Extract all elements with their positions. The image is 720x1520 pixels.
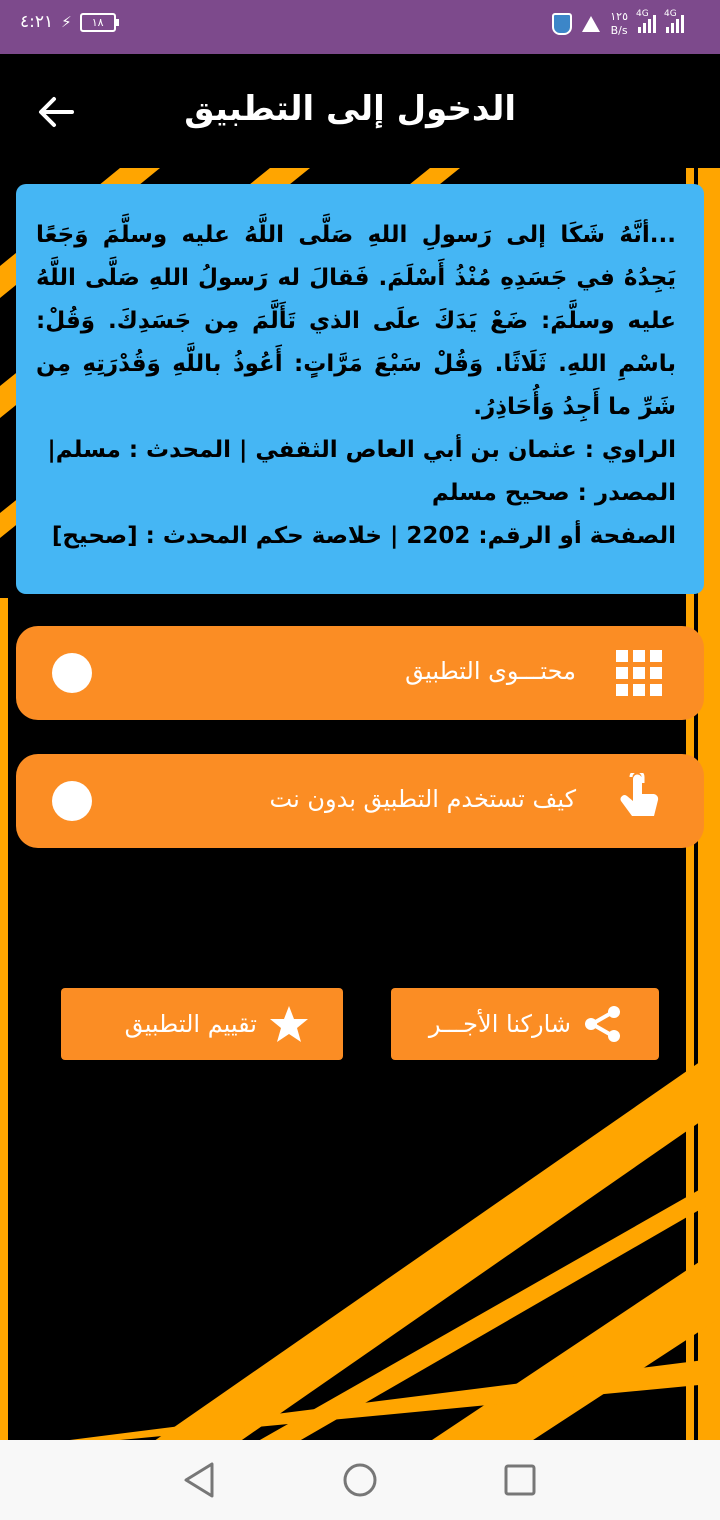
app-bar: [0, 54, 720, 168]
signal-icon: [636, 9, 656, 33]
rate-app-label: تقييم التطبيق: [124, 1010, 257, 1038]
offline-usage-label: كيف تستخدم التطبيق بدون نت: [269, 785, 576, 813]
arrow-back-icon: [36, 92, 76, 132]
touch-hand-icon: [616, 773, 662, 829]
grid-icon: [616, 650, 662, 696]
hadith-narrator: الراوي : عثمان بن أبي العاص الثقفي | المحدث : مسلم|: [47, 437, 676, 463]
system-nav-bar: [0, 1440, 720, 1520]
shield-icon: [552, 13, 572, 35]
star-icon: [269, 1004, 309, 1044]
signal-icon-2: [664, 9, 684, 33]
net-speed: [610, 10, 628, 38]
share-icon: [583, 1004, 623, 1044]
share-label: شاركنا الأجـــر: [428, 1010, 571, 1038]
indicator-dot: [52, 781, 92, 821]
offline-usage-button[interactable]: [16, 754, 704, 848]
nav-recents-icon[interactable]: [500, 1460, 540, 1500]
nav-back-icon[interactable]: [180, 1460, 220, 1500]
charging-icon: ⚡: [61, 13, 72, 31]
hadith-text: ...أنَّهُ شَكَا إلى رَسولِ اللهِ صَلَّى اللَّهُ عليه وسلَّمَ وَجَعًا يَجِدُهُ في جَسَدِهِ مُنْذُ أَسْلَمَ. فَقالَ له رَسولُ اللهِ صَلَّى اللَّهُ عليه وسلَّمَ: ضَعْ يَدَكَ علَى الذي تَأَلَّمَ مِن جَسَدِكَ. وَقُلْ: باسْمِ اللهِ. ثَلَاثًا. وَقُلْ سَبْعَ مَرَّاتٍ: أَعُوذُ باللَّهِ وَقُدْرَتِهِ مِن شَرِّ ما أَجِدُ وَأُحَاذِرُ.: [36, 222, 676, 420]
clock: ٤:٢١: [20, 12, 54, 32]
network-type-label: 4G: [636, 9, 649, 19]
network-type-label-2: 4G: [664, 9, 677, 19]
hadith-source: المصدر : صحيح مسلم: [431, 480, 676, 506]
net-speed-value: ١٢٥: [610, 10, 628, 23]
back-button[interactable]: [36, 92, 76, 132]
warning-icon: [582, 16, 600, 32]
status-right-group: [552, 10, 684, 38]
hadith-card: [16, 184, 704, 594]
page-title: الدخول إلى التطبيق: [184, 89, 516, 129]
app-content-label: محتـــوى التطبيق: [405, 657, 576, 685]
nav-home-icon[interactable]: [340, 1460, 380, 1500]
share-button[interactable]: [391, 988, 659, 1060]
battery-icon: ١٨: [80, 13, 116, 32]
status-left-group: [20, 12, 116, 32]
hadith-reference: الصفحة أو الرقم: 2202 | خلاصة حكم المحدث : [صحيح]: [51, 523, 676, 549]
rate-app-button[interactable]: [61, 988, 343, 1060]
app-content-button[interactable]: [16, 626, 704, 720]
status-bar: [0, 0, 720, 54]
indicator-dot: [52, 653, 92, 693]
net-speed-unit: B/s: [610, 24, 628, 37]
